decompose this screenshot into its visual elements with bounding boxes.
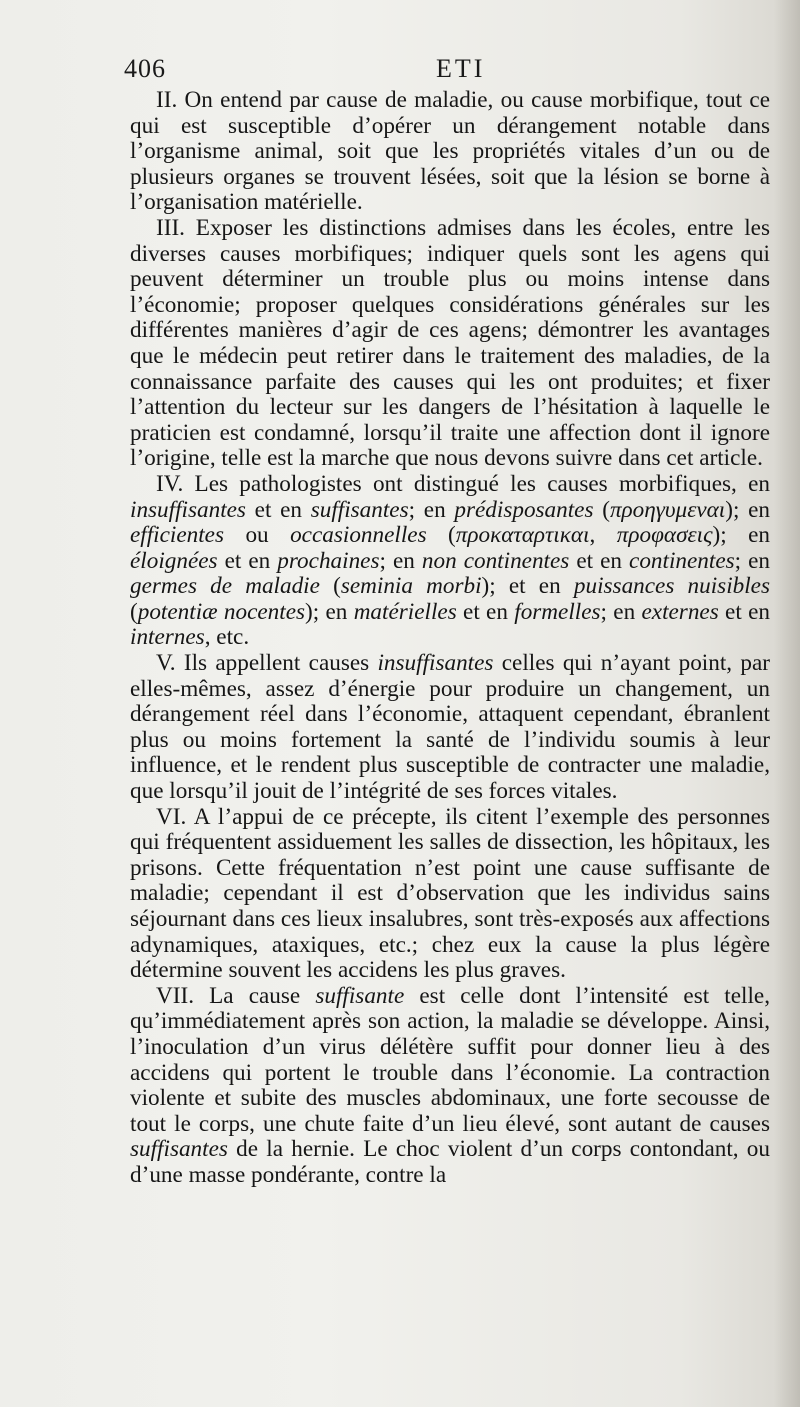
text-run: II. On entend par cause de maladie, ou cause morbifique, tout ce qui est susceptible d’opérer un dérangement notable dans l’organisme animal, soit que les propriétés vitales d’un ou de plusieurs organes se trouvent lésées, soit que la lésion se borne à l’organisation matérielle.: [130, 87, 770, 216]
text-run: ; en: [600, 598, 642, 625]
text-run: (: [426, 522, 456, 549]
page-edge-shadow: [774, 0, 800, 1407]
text-run: et en: [217, 547, 278, 574]
text-run: IV. Les pathologistes ont distingué les causes morbifiques, en: [156, 470, 770, 497]
italic-term: prédisposantes: [454, 496, 594, 523]
italic-term: insuffisantes: [130, 496, 246, 523]
text-run: (: [130, 598, 138, 625]
italic-term: potentiæ nocentes: [137, 598, 306, 625]
paragraph: [130, 216, 770, 472]
italic-term: formelles: [514, 598, 601, 625]
body-text: [130, 88, 770, 1189]
page-header: [124, 54, 764, 90]
italic-term: efficientes: [130, 522, 224, 549]
italic-term: προφασεις: [616, 522, 713, 549]
italic-term: germes de maladie: [130, 573, 320, 600]
text-run: et en: [569, 547, 630, 574]
italic-term: seminia morbi: [340, 573, 482, 600]
text-run: ou: [224, 522, 291, 549]
text-run: et en: [718, 598, 770, 625]
italic-term: occasionnelles: [290, 522, 427, 549]
italic-term: non continentes: [421, 547, 570, 574]
text-run: (: [593, 496, 610, 523]
paragraph: [130, 984, 770, 1189]
italic-term: externes: [641, 598, 719, 625]
text-run: ; en: [408, 496, 455, 523]
text-run: ); en: [305, 598, 354, 625]
paragraph: [130, 651, 770, 805]
text-run: ; en: [734, 547, 771, 574]
text-run: VI. A l’appui de ce précepte, ils citent l’exemple des personnes qui fréquentent assiduement les salles de dissection, les hôpitaux, les prisons. Cette fréquentation n’est point une cause suffisante de maladie; cependant il est d’observation que les individus sains séjournant dans ces lieux insalubres, sont très-exposés aux affections adynamiques, ataxiques, etc.; chez eux la cause la plus légère détermine souvent les accidens les plus graves.: [130, 803, 770, 984]
text-run: et en: [245, 496, 311, 523]
italic-term: internes: [130, 624, 205, 651]
text-run: ); et en: [481, 573, 574, 600]
running-head: ETI: [436, 54, 486, 83]
text-run: VII. La cause: [156, 982, 316, 1009]
italic-term: suffisantes: [130, 1136, 228, 1163]
italic-term: puissances nuisibles: [573, 573, 770, 600]
text-run: est celle dont l’intensité est telle, qu’immédiatement après son action, la maladie se développe. Ainsi, l’inoculation d’un virus délétère suffit pour donner lieu à des accidens qui portent le trouble dans l’économie. La contraction violente et subite des muscles abdominaux, une forte secousse de tout le corps, une chute faite d’un lieu élevé, sont autant de causes: [130, 982, 771, 1137]
italic-term: suffisantes: [310, 496, 409, 523]
italic-term: προηγυμεναι: [609, 496, 726, 523]
page-number: 406: [124, 54, 166, 83]
italic-term: matérielles: [353, 598, 457, 625]
italic-term: suffisante: [315, 982, 405, 1009]
text-run: V. Ils appellent causes: [156, 650, 378, 677]
text-run: ,: [589, 522, 617, 549]
text-run: ; en: [379, 547, 422, 574]
text-run: (: [319, 573, 341, 600]
paragraph: [130, 472, 770, 651]
italic-term: προκαταρτικαι: [455, 522, 590, 549]
italic-term: continentes: [629, 547, 735, 574]
paragraph: [130, 805, 770, 984]
text-run: de la hernie. Le choc violent d’un corps contondant, ou d’une masse pondérante, contre la: [130, 1136, 770, 1188]
italic-term: insuffisantes: [377, 650, 494, 677]
text-run: , etc.: [204, 624, 250, 651]
text-run: ); en: [712, 522, 771, 549]
paragraph: [130, 88, 770, 216]
italic-term: prochaines: [277, 547, 380, 574]
text-run: ); en: [725, 496, 771, 523]
text-run: III. Exposer les distinctions admises dans les écoles, entre les diverses causes morbifiques; indiquer quels sont les agens qui peuvent déterminer un trouble plus ou moins intense dans l’économie; proposer quelques considérations générales sur les différentes manières d’agir de ces agens; démontrer les avantages que le médecin peut retirer dans le traitement des maladies, de la connaissance parfaite des causes qui les ont produites; et fixer l’attention du lecteur sur les dangers de l’hésitation à laquelle le praticien est condamné, lorsqu’il traite une affection dont il ignore l’origine, telle est la marche que nous devons suivre dans cet article.: [130, 214, 770, 472]
text-run: et en: [456, 598, 515, 625]
italic-term: éloignées: [130, 547, 218, 574]
text-run: celles qui n’ayant point, par elles-mêmes, assez d’énergie pour produire un changement, un dérangement réel dans l’économie, attaquent cependant, ébranlent plus ou moins fortement la santé de l’individu soumis à leur influence, et le rendent plus susceptible de contracter une maladie, que lorsqu’il jouit de l’intégrité de ses forces vitales.: [130, 650, 770, 805]
